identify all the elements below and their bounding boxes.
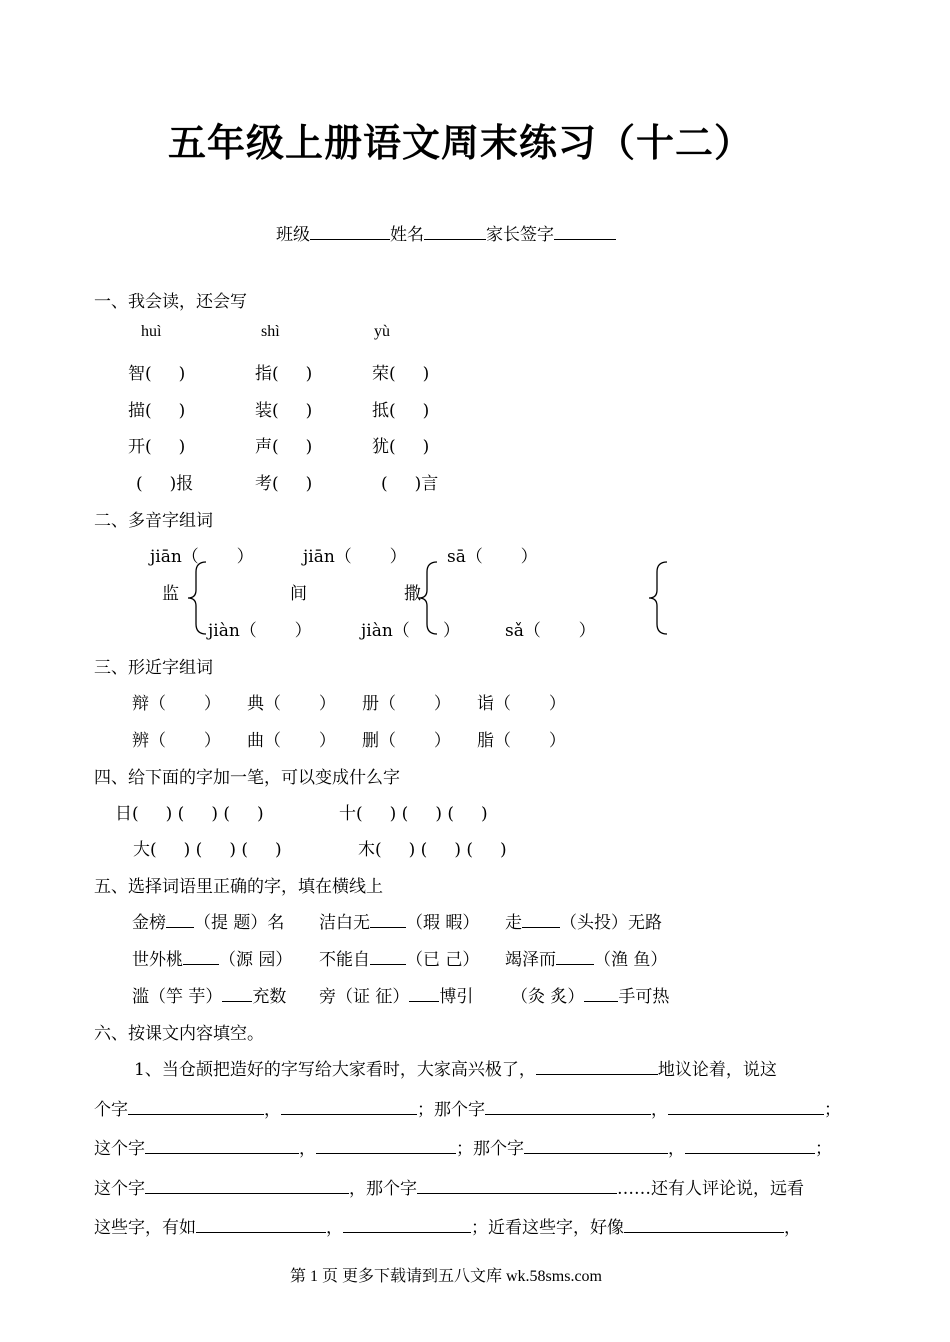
section6-heading: 六、按课文内容填空。 [94,1024,264,1044]
s3-cell: 典（ ） [247,694,336,714]
polyphone-char: 间 [290,584,307,604]
section3-heading: 三、形近字组词 [94,658,213,678]
s3-cell: 脂（ ） [477,731,566,751]
page-footer: 第 1 页 更多下载请到五八文库 wk.58sms.com [290,1268,603,1285]
s6-line4: 这个字 ，那个字 ……还有人评论说，远看 [94,1174,804,1199]
fill-blank[interactable] [316,1136,456,1154]
class-label: 班级 [276,225,310,245]
fill-blank[interactable] [196,1215,326,1233]
class-blank[interactable] [310,222,390,240]
fill-blank[interactable] [145,1136,299,1154]
answer-blank[interactable] [409,984,439,1002]
s1-cell: 描( ) [128,401,186,421]
answer-blank[interactable] [183,947,219,965]
s3-cell: 删（ ） [362,731,451,751]
s4-cell: 日( ) ( ) ( ) [115,804,264,824]
name-label: 姓名 [390,225,424,245]
pinyin-1: huì [141,323,162,340]
fill-blank[interactable] [343,1215,471,1233]
s1-cell: 智( ) [128,364,186,384]
fill-blank[interactable] [624,1215,784,1233]
name-blank[interactable] [424,222,486,240]
s6-line2: 个字 ， ；那个字 ， ； [94,1095,841,1120]
fill-blank[interactable] [524,1136,668,1154]
pinyin-2: shì [261,323,280,340]
s5-item: 不能自 （已 己） [319,945,479,970]
s6-line3: 这个字 ， ；那个字 ， ； [94,1134,832,1159]
answer-blank[interactable] [370,947,406,965]
s1-cell: 荣( ) [372,364,430,384]
fill-blank[interactable] [485,1097,651,1115]
s3-cell: 辨（ ） [132,731,221,751]
fill-blank[interactable] [685,1136,815,1154]
section5-heading: 五、选择词语里正确的字，填在横线上 [94,877,383,897]
s5-item: 滥（竽 芋） 充数 [132,982,286,1007]
s6-line5: 这些字，有如 ， ；近看这些字，好像 ， [94,1213,801,1238]
s1-cell: 犹( ) [372,437,430,457]
pinyin-group: jiàn（ ） [208,621,312,641]
s1-cell: 开( ) [128,437,186,457]
pinyin-group: jiān（ ） [150,547,254,567]
answer-blank[interactable] [222,984,252,1002]
answer-blank[interactable] [522,910,560,928]
fill-blank[interactable] [668,1097,824,1115]
fill-blank[interactable] [417,1176,617,1194]
sign-blank[interactable] [554,222,616,240]
info-line [276,220,616,245]
s5-item: 走 （头投）无路 [505,908,662,933]
s3-cell: 诣（ ） [477,694,566,714]
polyphone-char: 监 [162,584,179,604]
s5-item: 世外桃 （源 园） [132,945,292,970]
section2-heading: 二、多音字组词 [94,511,213,531]
s4-cell: 木( ) ( ) ( ) [358,840,507,860]
s5-item: （灸 炙） 手可热 [511,982,669,1007]
answer-blank[interactable] [584,984,618,1002]
polyphone-char: 撒 [404,584,421,604]
pinyin-group: sǎ（ ） [505,621,596,641]
s5-item: 金榜 （提 题）名 [132,908,284,933]
s1-cell: 指( ) [255,364,313,384]
s1-cell: 装( ) [255,401,313,421]
fill-blank[interactable] [128,1097,264,1115]
s1-cell: ( )报 [136,474,194,494]
s1-cell: ( )言 [381,474,439,494]
s6-line1: 1、当仓颉把造好的字写给大家看时，大家高兴极了， 地议论着，说这 [134,1055,777,1080]
s4-cell: 大( ) ( ) ( ) [133,840,282,860]
s5-item: 旁（证 征） 博引 [319,982,473,1007]
s1-cell: 声( ) [255,437,313,457]
s3-cell: 辩（ ） [132,694,221,714]
page-title: 五年级上册语文周末练习（十二） [168,121,754,165]
pinyin-3: yù [374,323,390,340]
section4-heading: 四、给下面的字加一笔，可以变成什么字 [94,768,400,788]
pinyin-group: jiàn（ [361,621,410,641]
fill-blank[interactable] [145,1176,349,1194]
s3-cell: 册（ ） [362,694,451,714]
s1-cell: 考( ) [255,474,313,494]
s5-item: 竭泽而 （渔 鱼） [505,945,667,970]
section1-heading: 一、我会读，还会写 [94,292,247,312]
answer-blank[interactable] [556,947,594,965]
pinyin-group: sā（ ） [447,547,538,567]
left-brace-icon [186,560,210,636]
pinyin-group: jiān（ ） [303,547,407,567]
s5-item: 洁白无 （瑕 暇） [319,908,479,933]
left-brace-icon [647,560,671,636]
answer-blank[interactable] [370,910,406,928]
s3-cell: 曲（ ） [247,731,336,751]
sign-label: 家长签字 [486,225,554,245]
pinyin-group: ） [443,621,460,641]
fill-blank[interactable] [281,1097,417,1115]
answer-blank[interactable] [166,910,194,928]
left-brace-icon [417,560,441,636]
s4-cell: 十( ) ( ) ( ) [339,804,488,824]
fill-blank[interactable] [536,1057,658,1075]
s1-cell: 抵( ) [372,401,430,421]
